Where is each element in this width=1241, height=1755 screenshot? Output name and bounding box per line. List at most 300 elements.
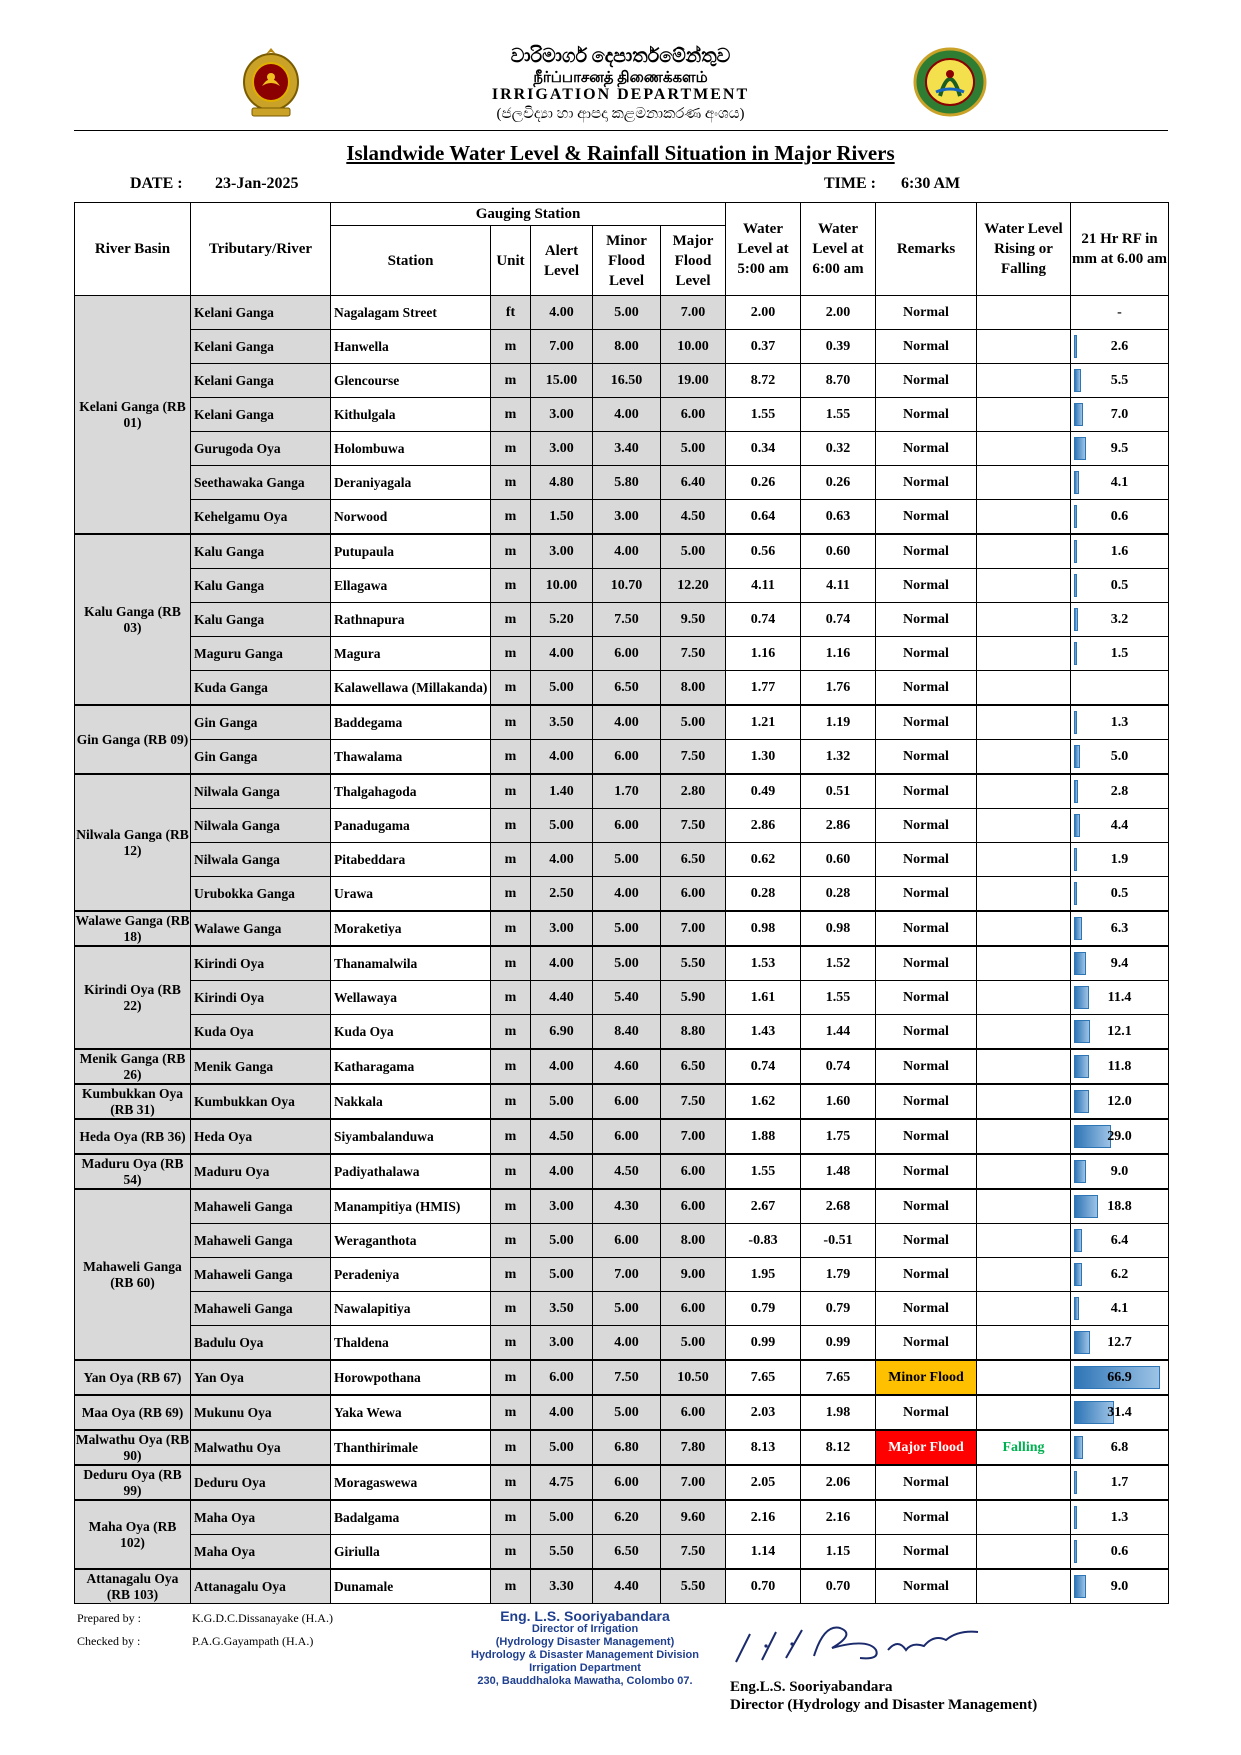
alert-level-cell: 5.00 xyxy=(531,1500,593,1535)
water-level-5am-cell: 1.55 xyxy=(726,398,801,432)
river-basin-cell: Maa Oya (RB 69) xyxy=(75,1395,191,1430)
unit-cell: m xyxy=(491,1326,531,1361)
rainfall-bar xyxy=(1074,540,1077,563)
table-row xyxy=(75,364,1169,398)
remarks-cell: Normal xyxy=(876,1465,977,1500)
rainfall-value: 1.3 xyxy=(1110,1509,1129,1525)
station-cell: Padiyathalawa xyxy=(331,1154,491,1189)
rainfall-value: 12.7 xyxy=(1107,1334,1132,1350)
rainfall-bar xyxy=(1074,1160,1086,1183)
unit-cell: m xyxy=(491,603,531,637)
trend-cell xyxy=(977,1500,1071,1535)
station-cell: Panadugama xyxy=(331,809,491,843)
station-cell: Nakkala xyxy=(331,1084,491,1119)
rainfall-cell xyxy=(1071,466,1169,500)
station-cell: Pitabeddara xyxy=(331,843,491,877)
major-flood-level-cell: 5.00 xyxy=(661,705,726,740)
water-level-6am-cell: 1.55 xyxy=(801,398,876,432)
minor-flood-level-cell: 8.40 xyxy=(593,1015,661,1050)
unit-cell: m xyxy=(491,843,531,877)
unit-cell: m xyxy=(491,1292,531,1326)
trend-cell xyxy=(977,946,1071,981)
trend-cell xyxy=(977,809,1071,843)
major-flood-level-cell: 6.00 xyxy=(661,877,726,912)
table-row xyxy=(75,981,1169,1015)
water-level-6am-cell: 1.16 xyxy=(801,637,876,671)
rainfall-cell xyxy=(1071,1326,1169,1361)
tributary-cell: Nilwala Ganga xyxy=(191,809,331,843)
rainfall-bar xyxy=(1074,1195,1098,1218)
minor-flood-level-cell: 7.50 xyxy=(593,603,661,637)
water-level-6am-cell: 8.12 xyxy=(801,1430,876,1465)
alert-level-cell: 3.00 xyxy=(531,1326,593,1361)
tributary-cell: Kalu Ganga xyxy=(191,603,331,637)
remarks-cell: Normal xyxy=(876,330,977,364)
rainfall-cell xyxy=(1071,637,1169,671)
rainfall-value: 7.0 xyxy=(1110,406,1129,422)
trend-cell xyxy=(977,1258,1071,1292)
rainfall-bar xyxy=(1074,471,1079,494)
remarks-cell: Normal xyxy=(876,500,977,535)
trend-cell xyxy=(977,843,1071,877)
alert-level-cell: 5.00 xyxy=(531,1258,593,1292)
rainfall-value: 9.4 xyxy=(1110,955,1129,971)
alert-level-cell: 4.00 xyxy=(531,296,593,330)
rainfall-value: 5.0 xyxy=(1110,748,1129,764)
remarks-cell: Normal xyxy=(876,398,977,432)
minor-flood-level-cell: 5.00 xyxy=(593,296,661,330)
unit-cell: m xyxy=(491,705,531,740)
signer-name: Eng.L.S. Sooriyabandara xyxy=(730,1679,893,1695)
water-level-5am-cell: 0.49 xyxy=(726,774,801,809)
river-basin-cell: Heda Oya (RB 36) xyxy=(75,1119,191,1154)
alert-level-cell: 4.00 xyxy=(531,843,593,877)
stamp-line: Hydrology & Disaster Management Division xyxy=(471,1649,699,1661)
rainfall-cell xyxy=(1071,1292,1169,1326)
rainfall-cell xyxy=(1071,705,1169,740)
water-level-6am-cell: 1.60 xyxy=(801,1084,876,1119)
major-flood-level-cell: 9.00 xyxy=(661,1258,726,1292)
tributary-cell: Nilwala Ganga xyxy=(191,774,331,809)
rainfall-cell xyxy=(1071,1465,1169,1500)
major-flood-level-cell: 7.80 xyxy=(661,1430,726,1465)
station-cell: Putupaula xyxy=(331,534,491,569)
unit-cell: m xyxy=(491,1535,531,1570)
alert-level-cell: 10.00 xyxy=(531,569,593,603)
trend-cell xyxy=(977,330,1071,364)
minor-flood-level-cell: 5.00 xyxy=(593,1292,661,1326)
major-flood-level-cell: 6.00 xyxy=(661,398,726,432)
rainfall-value: 9.0 xyxy=(1110,1163,1129,1179)
station-cell: Thalgahagoda xyxy=(331,774,491,809)
rainfall-value: 1.9 xyxy=(1110,851,1129,867)
station-cell: Rathnapura xyxy=(331,603,491,637)
unit-cell: m xyxy=(491,1154,531,1189)
table-row xyxy=(75,740,1169,775)
station-cell: Thaldena xyxy=(331,1326,491,1361)
unit-cell: m xyxy=(491,1500,531,1535)
header-minor-flood-level: Minor Flood Level xyxy=(593,226,661,296)
station-cell: Thawalama xyxy=(331,740,491,775)
rainfall-bar xyxy=(1074,574,1077,597)
tributary-cell: Kelani Ganga xyxy=(191,398,331,432)
rainfall-value: 9.5 xyxy=(1110,440,1129,456)
alert-level-cell: 5.00 xyxy=(531,1084,593,1119)
rainfall-cell xyxy=(1071,432,1169,466)
water-level-6am-cell: 0.74 xyxy=(801,1049,876,1084)
rainfall-value: 1.6 xyxy=(1110,543,1129,559)
station-cell: Katharagama xyxy=(331,1049,491,1084)
water-level-6am-cell: 7.65 xyxy=(801,1360,876,1395)
remarks-cell: Normal xyxy=(876,1569,977,1604)
water-level-6am-cell: 1.98 xyxy=(801,1395,876,1430)
tributary-cell: Gin Ganga xyxy=(191,740,331,775)
major-flood-level-cell: 8.00 xyxy=(661,671,726,706)
minor-flood-level-cell: 7.00 xyxy=(593,1258,661,1292)
tributary-cell: Kuda Oya xyxy=(191,1015,331,1050)
header-water-level-6am: Water Level at 6:00 am xyxy=(801,203,876,296)
date-value: 23-Jan-2025 xyxy=(215,175,299,192)
rainfall-value: 1.3 xyxy=(1110,714,1129,730)
tributary-cell: Maguru Ganga xyxy=(191,637,331,671)
alert-level-cell: 1.50 xyxy=(531,500,593,535)
water-level-5am-cell: 0.74 xyxy=(726,603,801,637)
header-english-title: IRRIGATION DEPARTMENT xyxy=(491,86,750,103)
remarks-cell: Normal xyxy=(876,843,977,877)
remarks-cell: Normal xyxy=(876,1292,977,1326)
minor-flood-level-cell: 4.00 xyxy=(593,877,661,912)
tributary-cell: Maha Oya xyxy=(191,1500,331,1535)
rainfall-value: 2.6 xyxy=(1110,338,1129,354)
alert-level-cell: 4.40 xyxy=(531,981,593,1015)
station-cell: Thanthirimale xyxy=(331,1430,491,1465)
alert-level-cell: 5.00 xyxy=(531,1430,593,1465)
alert-level-cell: 5.50 xyxy=(531,1535,593,1570)
water-level-5am-cell: 0.34 xyxy=(726,432,801,466)
minor-flood-level-cell: 5.00 xyxy=(593,911,661,946)
alert-level-cell: 15.00 xyxy=(531,364,593,398)
unit-cell: m xyxy=(491,809,531,843)
trend-cell xyxy=(977,1465,1071,1500)
remarks-cell: Normal xyxy=(876,1500,977,1535)
remarks-cell: Normal xyxy=(876,637,977,671)
river-basin-cell: Deduru Oya (RB 99) xyxy=(75,1465,191,1500)
rainfall-value: 1.7 xyxy=(1110,1474,1129,1490)
trend-cell xyxy=(977,364,1071,398)
stamp-line: (Hydrology Disaster Management) xyxy=(495,1636,675,1648)
rainfall-value: 6.8 xyxy=(1110,1439,1129,1455)
table-row xyxy=(75,432,1169,466)
rainfall-value: 4.1 xyxy=(1110,474,1129,490)
trend-cell xyxy=(977,705,1071,740)
unit-cell: m xyxy=(491,466,531,500)
header-tributary: Tributary/River xyxy=(191,203,331,296)
rainfall-cell xyxy=(1071,1395,1169,1430)
major-flood-level-cell: 8.00 xyxy=(661,1224,726,1258)
water-level-5am-cell: 2.67 xyxy=(726,1189,801,1224)
rainfall-bar xyxy=(1074,1540,1077,1563)
station-cell: Siyambalanduwa xyxy=(331,1119,491,1154)
rainfall-value: 11.8 xyxy=(1107,1058,1132,1074)
table-row xyxy=(75,1258,1169,1292)
table-row xyxy=(75,1535,1169,1570)
station-cell: Nagalagam Street xyxy=(331,296,491,330)
checked-by-name: P.A.G.Gayampath (H.A.) xyxy=(192,1634,314,1648)
remarks-cell: Normal xyxy=(876,877,977,912)
major-flood-level-cell: 5.00 xyxy=(661,534,726,569)
river-basin-cell: Gin Ganga (RB 09) xyxy=(75,705,191,774)
alert-level-cell: 4.00 xyxy=(531,740,593,775)
header-divider xyxy=(74,130,1168,131)
water-level-5am-cell: 0.74 xyxy=(726,1049,801,1084)
minor-flood-level-cell: 6.50 xyxy=(593,671,661,706)
rainfall-cell xyxy=(1071,1189,1169,1224)
rainfall-bar xyxy=(1074,608,1078,631)
table-row xyxy=(75,603,1169,637)
irrigation-department-logo-icon xyxy=(912,46,988,118)
table-row xyxy=(75,843,1169,877)
major-flood-level-cell: 12.20 xyxy=(661,569,726,603)
station-cell: Yaka Wewa xyxy=(331,1395,491,1430)
tributary-cell: Maha Oya xyxy=(191,1535,331,1570)
alert-level-cell: 4.80 xyxy=(531,466,593,500)
tributary-cell: Urubokka Ganga xyxy=(191,877,331,912)
rainfall-cell xyxy=(1071,1258,1169,1292)
trend-cell xyxy=(977,1292,1071,1326)
minor-flood-level-cell: 8.00 xyxy=(593,330,661,364)
minor-flood-level-cell: 5.00 xyxy=(593,1395,661,1430)
water-level-5am-cell: 0.28 xyxy=(726,877,801,912)
tributary-cell: Kehelgamu Oya xyxy=(191,500,331,535)
station-cell: Peradeniya xyxy=(331,1258,491,1292)
rainfall-value: 18.8 xyxy=(1107,1198,1132,1214)
trend-cell xyxy=(977,1049,1071,1084)
major-flood-level-cell: 4.50 xyxy=(661,500,726,535)
remarks-cell: Normal xyxy=(876,1015,977,1050)
water-level-6am-cell: 2.00 xyxy=(801,296,876,330)
river-basin-cell: Kelani Ganga (RB 01) xyxy=(75,296,191,535)
table-row xyxy=(75,569,1169,603)
station-cell: Holombuwa xyxy=(331,432,491,466)
header-rainfall: 21 Hr RF in mm at 6.00 am xyxy=(1071,203,1169,296)
alert-level-cell: 2.50 xyxy=(531,877,593,912)
station-cell: Hanwella xyxy=(331,330,491,364)
unit-cell: m xyxy=(491,1569,531,1604)
major-flood-level-cell: 6.00 xyxy=(661,1395,726,1430)
major-flood-level-cell: 5.90 xyxy=(661,981,726,1015)
rainfall-cell xyxy=(1071,877,1169,912)
water-level-6am-cell: 1.44 xyxy=(801,1015,876,1050)
water-level-5am-cell: 0.37 xyxy=(726,330,801,364)
minor-flood-level-cell: 6.20 xyxy=(593,1500,661,1535)
water-level-6am-cell: 1.19 xyxy=(801,705,876,740)
table-row xyxy=(75,1465,1169,1500)
water-level-5am-cell: 1.53 xyxy=(726,946,801,981)
tributary-cell: Attanagalu Oya xyxy=(191,1569,331,1604)
major-flood-level-cell: 6.00 xyxy=(661,1154,726,1189)
water-level-5am-cell: 1.95 xyxy=(726,1258,801,1292)
remarks-cell: Normal xyxy=(876,603,977,637)
table-row xyxy=(75,774,1169,809)
alert-level-cell: 7.00 xyxy=(531,330,593,364)
table-row xyxy=(75,500,1169,535)
trend-cell xyxy=(977,911,1071,946)
unit-cell: m xyxy=(491,569,531,603)
unit-cell: m xyxy=(491,1049,531,1084)
alert-level-cell: 4.00 xyxy=(531,1395,593,1430)
unit-cell: m xyxy=(491,1430,531,1465)
tributary-cell: Heda Oya xyxy=(191,1119,331,1154)
river-basin-cell: Attanagalu Oya (RB 103) xyxy=(75,1569,191,1604)
unit-cell: m xyxy=(491,1395,531,1430)
tributary-cell: Gurugoda Oya xyxy=(191,432,331,466)
river-basin-cell: Kumbukkan Oya (RB 31) xyxy=(75,1084,191,1119)
official-stamp xyxy=(460,1610,710,1688)
water-level-5am-cell: 1.16 xyxy=(726,637,801,671)
remarks-cell: Normal xyxy=(876,740,977,775)
station-cell: Nawalapitiya xyxy=(331,1292,491,1326)
alert-level-cell: 5.00 xyxy=(531,809,593,843)
alert-level-cell: 4.00 xyxy=(531,637,593,671)
remarks-cell: Normal xyxy=(876,911,977,946)
water-level-6am-cell: -0.51 xyxy=(801,1224,876,1258)
water-level-5am-cell: 0.64 xyxy=(726,500,801,535)
header-alert-level: Alert Level xyxy=(531,226,593,296)
minor-flood-level-cell: 6.00 xyxy=(593,1084,661,1119)
header-major-flood-level: Major Flood Level xyxy=(661,226,726,296)
table-row xyxy=(75,1224,1169,1258)
tributary-cell: Kirindi Oya xyxy=(191,946,331,981)
rainfall-cell xyxy=(1071,330,1169,364)
alert-level-cell: 3.50 xyxy=(531,1292,593,1326)
major-flood-level-cell: 7.00 xyxy=(661,1465,726,1500)
river-basin-cell: Nilwala Ganga (RB 12) xyxy=(75,774,191,911)
tributary-cell: Seethawaka Ganga xyxy=(191,466,331,500)
alert-level-cell: 3.30 xyxy=(531,1569,593,1604)
water-level-6am-cell: 0.26 xyxy=(801,466,876,500)
rainfall-cell xyxy=(1071,398,1169,432)
remarks-cell: Normal xyxy=(876,1258,977,1292)
water-level-5am-cell: 0.56 xyxy=(726,534,801,569)
trend-cell xyxy=(977,1015,1071,1050)
prepared-by-name: K.G.D.C.Dissanayake (H.A.) xyxy=(192,1611,333,1625)
table-row xyxy=(75,1360,1169,1395)
unit-cell: m xyxy=(491,1258,531,1292)
trend-cell xyxy=(977,1119,1071,1154)
table-body xyxy=(75,296,1169,1604)
alert-level-cell: 5.20 xyxy=(531,603,593,637)
rainfall-bar xyxy=(1074,882,1077,905)
alert-level-cell: 4.00 xyxy=(531,946,593,981)
rainfall-bar xyxy=(1074,1575,1086,1598)
major-flood-level-cell: 7.50 xyxy=(661,809,726,843)
unit-cell: m xyxy=(491,1360,531,1395)
trend-cell xyxy=(977,500,1071,535)
rainfall-bar xyxy=(1074,1297,1079,1320)
unit-cell: m xyxy=(491,534,531,569)
unit-cell: m xyxy=(491,637,531,671)
alert-level-cell: 3.00 xyxy=(531,1189,593,1224)
water-level-5am-cell: 8.13 xyxy=(726,1430,801,1465)
rainfall-bar xyxy=(1074,1090,1089,1113)
water-level-5am-cell: 0.62 xyxy=(726,843,801,877)
alert-level-cell: 4.75 xyxy=(531,1465,593,1500)
rainfall-bar xyxy=(1074,1229,1082,1252)
tributary-cell: Deduru Oya xyxy=(191,1465,331,1500)
table-row xyxy=(75,1119,1169,1154)
alert-level-cell: 6.90 xyxy=(531,1015,593,1050)
remarks-cell: Normal xyxy=(876,296,977,330)
rainfall-value: 0.5 xyxy=(1110,577,1129,593)
unit-cell: m xyxy=(491,398,531,432)
station-cell: Horowpothana xyxy=(331,1360,491,1395)
station-cell: Badalgama xyxy=(331,1500,491,1535)
remarks-cell: Normal xyxy=(876,946,977,981)
remarks-cell: Normal xyxy=(876,1049,977,1084)
header-tamil-title: நீர்ப்பாசனத் திணைக்களம் xyxy=(533,70,708,86)
water-level-6am-cell: 0.63 xyxy=(801,500,876,535)
major-flood-level-cell: 6.50 xyxy=(661,1049,726,1084)
trend-cell xyxy=(977,534,1071,569)
table-row xyxy=(75,946,1169,981)
river-basin-cell: Mahaweli Ganga (RB 60) xyxy=(75,1189,191,1360)
rainfall-bar xyxy=(1074,505,1077,528)
rainfall-cell xyxy=(1071,774,1169,809)
water-level-6am-cell: 0.60 xyxy=(801,843,876,877)
trend-cell xyxy=(977,1569,1071,1604)
stamp-line: 230, Bauddhaloka Mawatha, Colombo 07. xyxy=(477,1675,693,1687)
rainfall-cell xyxy=(1071,809,1169,843)
trend-cell: Falling xyxy=(977,1430,1071,1465)
rainfall-bar xyxy=(1074,1263,1082,1286)
remarks-cell: Normal xyxy=(876,1224,977,1258)
table-row xyxy=(75,1084,1169,1119)
water-level-5am-cell: 0.99 xyxy=(726,1326,801,1361)
rainfall-cell xyxy=(1071,911,1169,946)
tributary-cell: Mukunu Oya xyxy=(191,1395,331,1430)
rainfall-value: 11.4 xyxy=(1107,989,1132,1005)
tributary-cell: Nilwala Ganga xyxy=(191,843,331,877)
rainfall-bar xyxy=(1074,369,1081,392)
unit-cell: m xyxy=(491,500,531,535)
rainfall-value: 4.4 xyxy=(1110,817,1129,833)
rainfall-bar xyxy=(1074,1020,1090,1043)
tributary-cell: Walawe Ganga xyxy=(191,911,331,946)
remarks-cell: Normal xyxy=(876,1326,977,1361)
rainfall-value: 0.6 xyxy=(1110,508,1129,524)
header-division: (ජලවිද්‍යා හා ආපදා කළමනාකරණ අංශය) xyxy=(496,106,745,122)
water-level-6am-cell: 0.74 xyxy=(801,603,876,637)
minor-flood-level-cell: 7.50 xyxy=(593,1360,661,1395)
rainfall-cell xyxy=(1071,1049,1169,1084)
header-remarks: Remarks xyxy=(876,203,977,296)
rainfall-bar xyxy=(1074,1436,1083,1459)
trend-cell xyxy=(977,981,1071,1015)
table-row xyxy=(75,1326,1169,1361)
remarks-cell: Major Flood xyxy=(876,1430,977,1465)
rainfall-cell xyxy=(1071,364,1169,398)
water-level-5am-cell: 1.88 xyxy=(726,1119,801,1154)
unit-cell: m xyxy=(491,1189,531,1224)
header-trend: Water Level Rising or Falling xyxy=(977,203,1071,296)
rainfall-value: 1.5 xyxy=(1110,645,1129,661)
rainfall-bar xyxy=(1074,642,1077,665)
trend-cell xyxy=(977,637,1071,671)
station-cell: Deraniyagala xyxy=(331,466,491,500)
rainfall-value: 31.4 xyxy=(1107,1404,1132,1420)
trend-cell xyxy=(977,1535,1071,1570)
major-flood-level-cell: 9.50 xyxy=(661,603,726,637)
